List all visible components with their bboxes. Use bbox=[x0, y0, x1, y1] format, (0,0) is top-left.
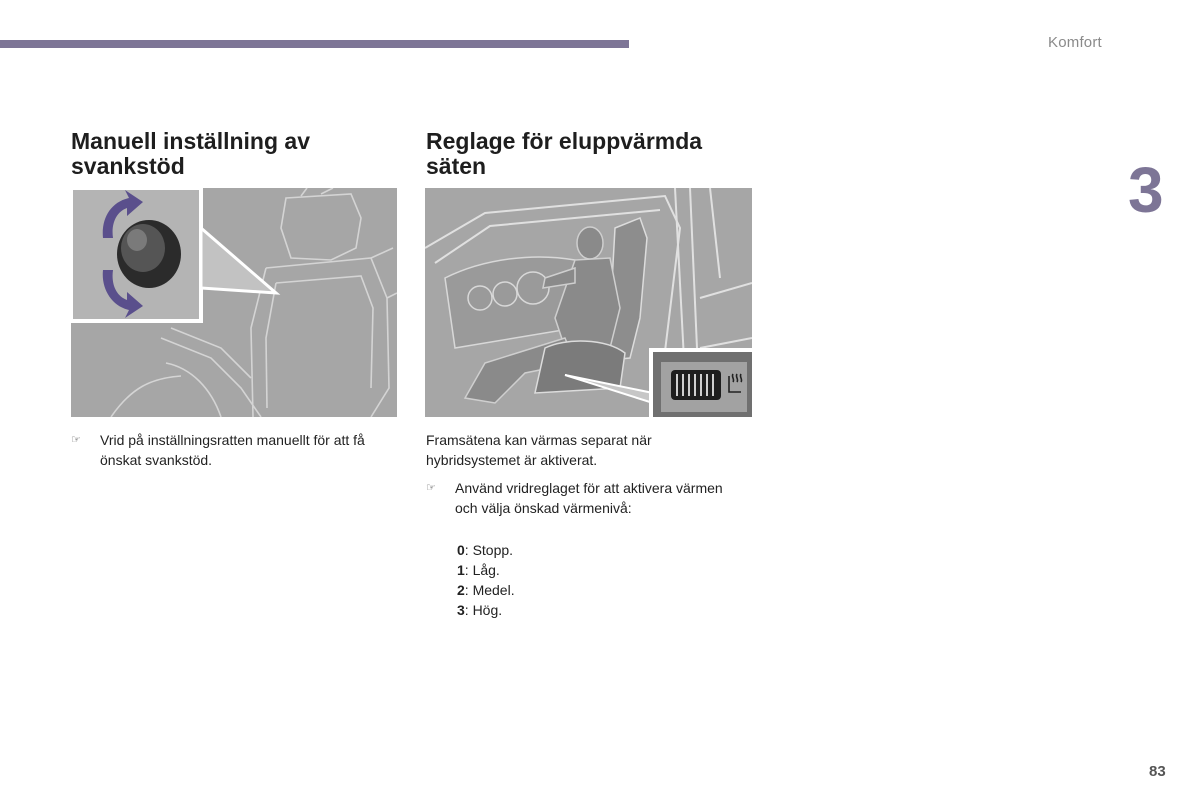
heated-seats-intro: Framsätena kan värmas separat när hybridsystemet är aktiverat. bbox=[426, 432, 652, 468]
lumbar-support-heading: Manuell inställning av svankstöd bbox=[71, 128, 310, 179]
heat-level-item: 1: Låg. bbox=[457, 562, 500, 578]
heat-level-item: 2: Medel. bbox=[457, 582, 515, 598]
lumbar-instruction-text: Vrid på inställningsratten manuellt för att få önskat svankstöd. bbox=[100, 432, 365, 468]
finger-pointer-icon: ☞ bbox=[426, 482, 436, 494]
header-accent-bar bbox=[0, 40, 629, 48]
lumbar-support-illustration bbox=[71, 188, 397, 417]
heat-level-item: 3: Hög. bbox=[457, 602, 503, 618]
page-number: 83 bbox=[1149, 763, 1166, 780]
section-title: Komfort bbox=[1048, 34, 1102, 51]
chapter-number: 3 bbox=[1128, 154, 1164, 226]
heated-seats-instruction bbox=[426, 478, 746, 518]
heat-level-item: 0: Stopp. bbox=[457, 542, 514, 558]
lumbar-instruction bbox=[71, 430, 401, 470]
heated-seats-instruction-text: Använd vridreglaget för att aktivera värmen och välja önskad värmenivå: bbox=[455, 480, 723, 516]
heated-seats-heading: Reglage för eluppvärmda säten bbox=[426, 128, 703, 179]
finger-pointer-icon: ☞ bbox=[71, 434, 81, 446]
heated-seat-illustration bbox=[425, 188, 752, 417]
heat-level-list bbox=[457, 540, 515, 620]
